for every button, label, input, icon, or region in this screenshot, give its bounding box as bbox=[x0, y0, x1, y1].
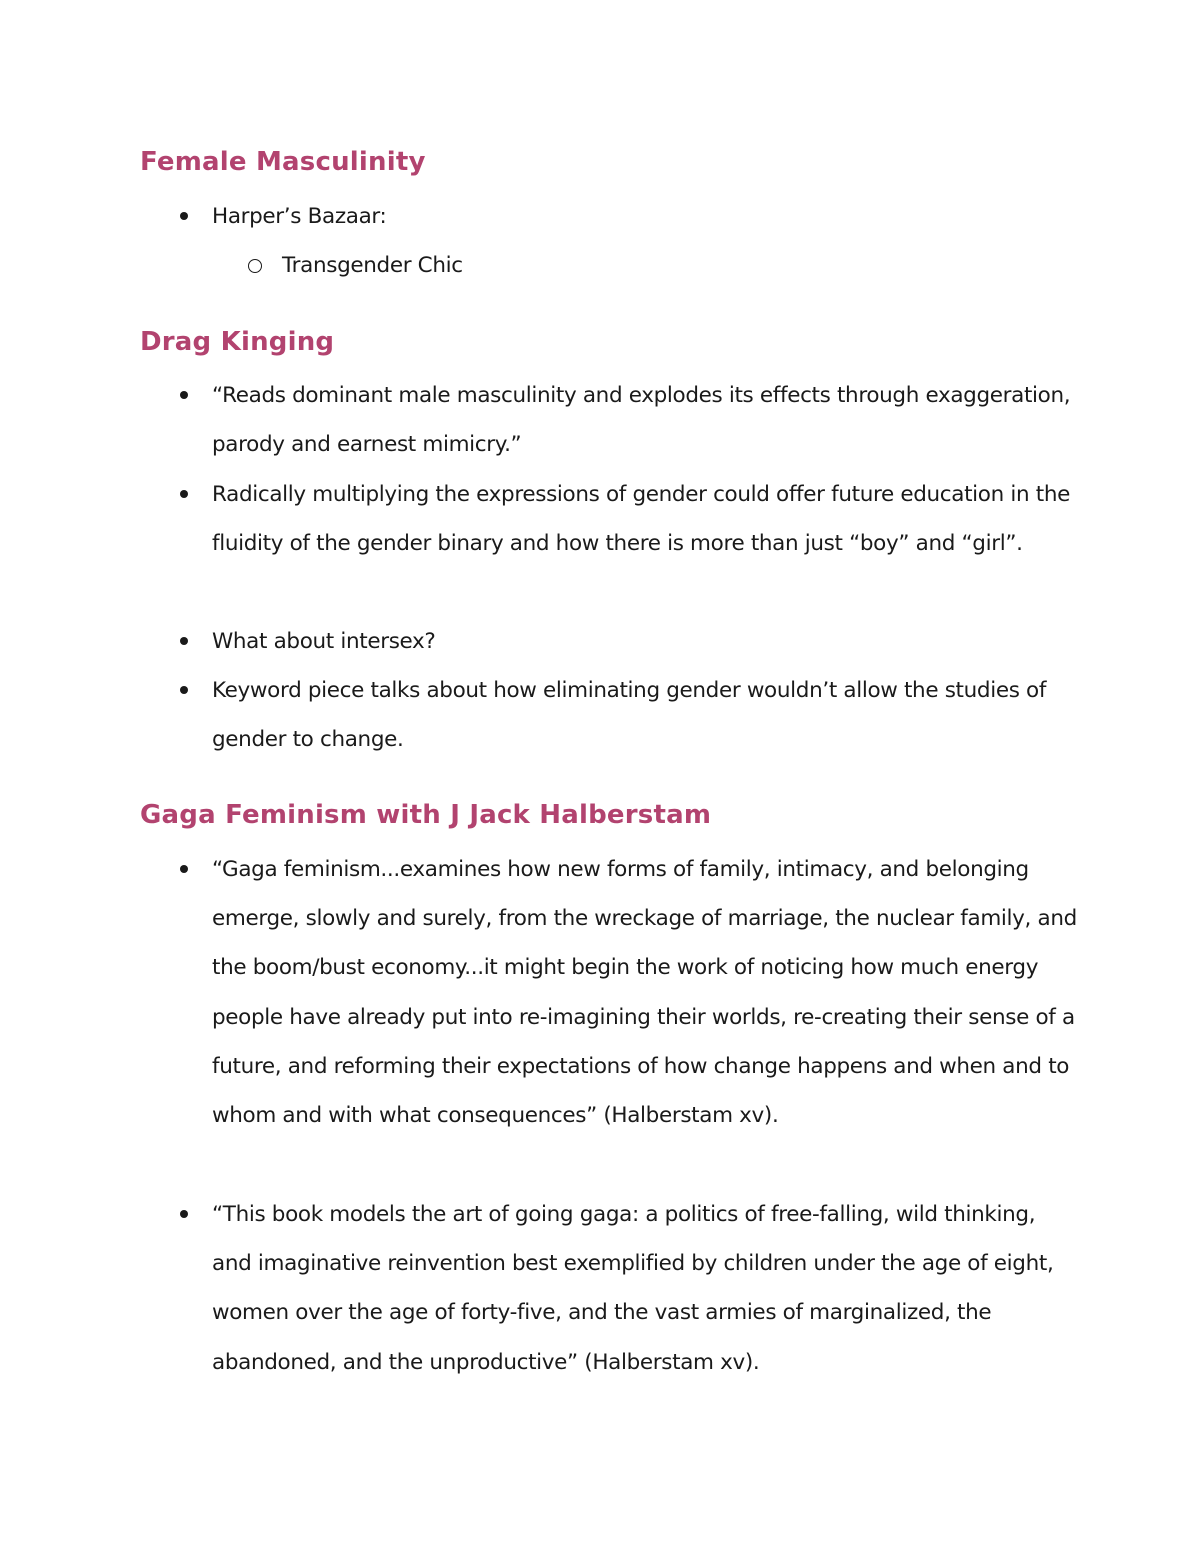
list-item-text: “Gaga feminism...examines how new forms of family, intimacy, and belonging emerge, slowly and surely, from the wreckage of marriage, the nuclear family, and the boom/bust economy...it might begin the work of noticing how much energy people have already put into re-imagining their worlds, re-creating their sense of a future, and reforming their expectations of how change happens and when and to whom and with what consequences” (Halberstam xv). bbox=[212, 857, 1077, 1129]
bullet-icon bbox=[180, 1210, 188, 1218]
list-item-text: What about intersex? bbox=[212, 629, 436, 654]
list-item-text: “This book models the art of going gaga: a politics of free-falling, wild thinking, and imaginative reinvention best exemplified by children under the age of eight, women over the age of forty-five, and the vast armies of marginalized, the abandoned, and the unproductive” (Halberstam xv). bbox=[212, 1202, 1054, 1375]
bullet-icon bbox=[180, 637, 188, 645]
bullet-icon bbox=[180, 391, 188, 399]
section-heading-drag-kinging: Drag Kinging bbox=[140, 327, 335, 357]
list-item-text: Radically multiplying the expressions of gender could offer future education in the fluidity of the gender binary and how there is more than just “boy” and “girl”. bbox=[212, 482, 1070, 557]
bullet-icon bbox=[180, 490, 188, 498]
hollow-bullet-icon bbox=[248, 259, 262, 273]
section-heading-gaga-feminism: Gaga Feminism with J Jack Halberstam bbox=[140, 800, 712, 830]
section-heading-female-masculinity: Female Masculinity bbox=[140, 147, 426, 177]
list-item-text: “Reads dominant male masculinity and explodes its effects through exaggeration, parody and earnest mimicry.” bbox=[212, 383, 1071, 458]
bullet-icon bbox=[180, 865, 188, 873]
sub-list-item-text: Transgender Chic bbox=[282, 253, 463, 278]
bullet-icon bbox=[180, 212, 188, 220]
list-item-text: Keyword piece talks about how eliminating gender wouldn’t allow the studies of gender to change. bbox=[212, 678, 1047, 753]
bullet-icon bbox=[180, 686, 188, 694]
list-item-text: Harper’s Bazaar: bbox=[212, 204, 387, 229]
